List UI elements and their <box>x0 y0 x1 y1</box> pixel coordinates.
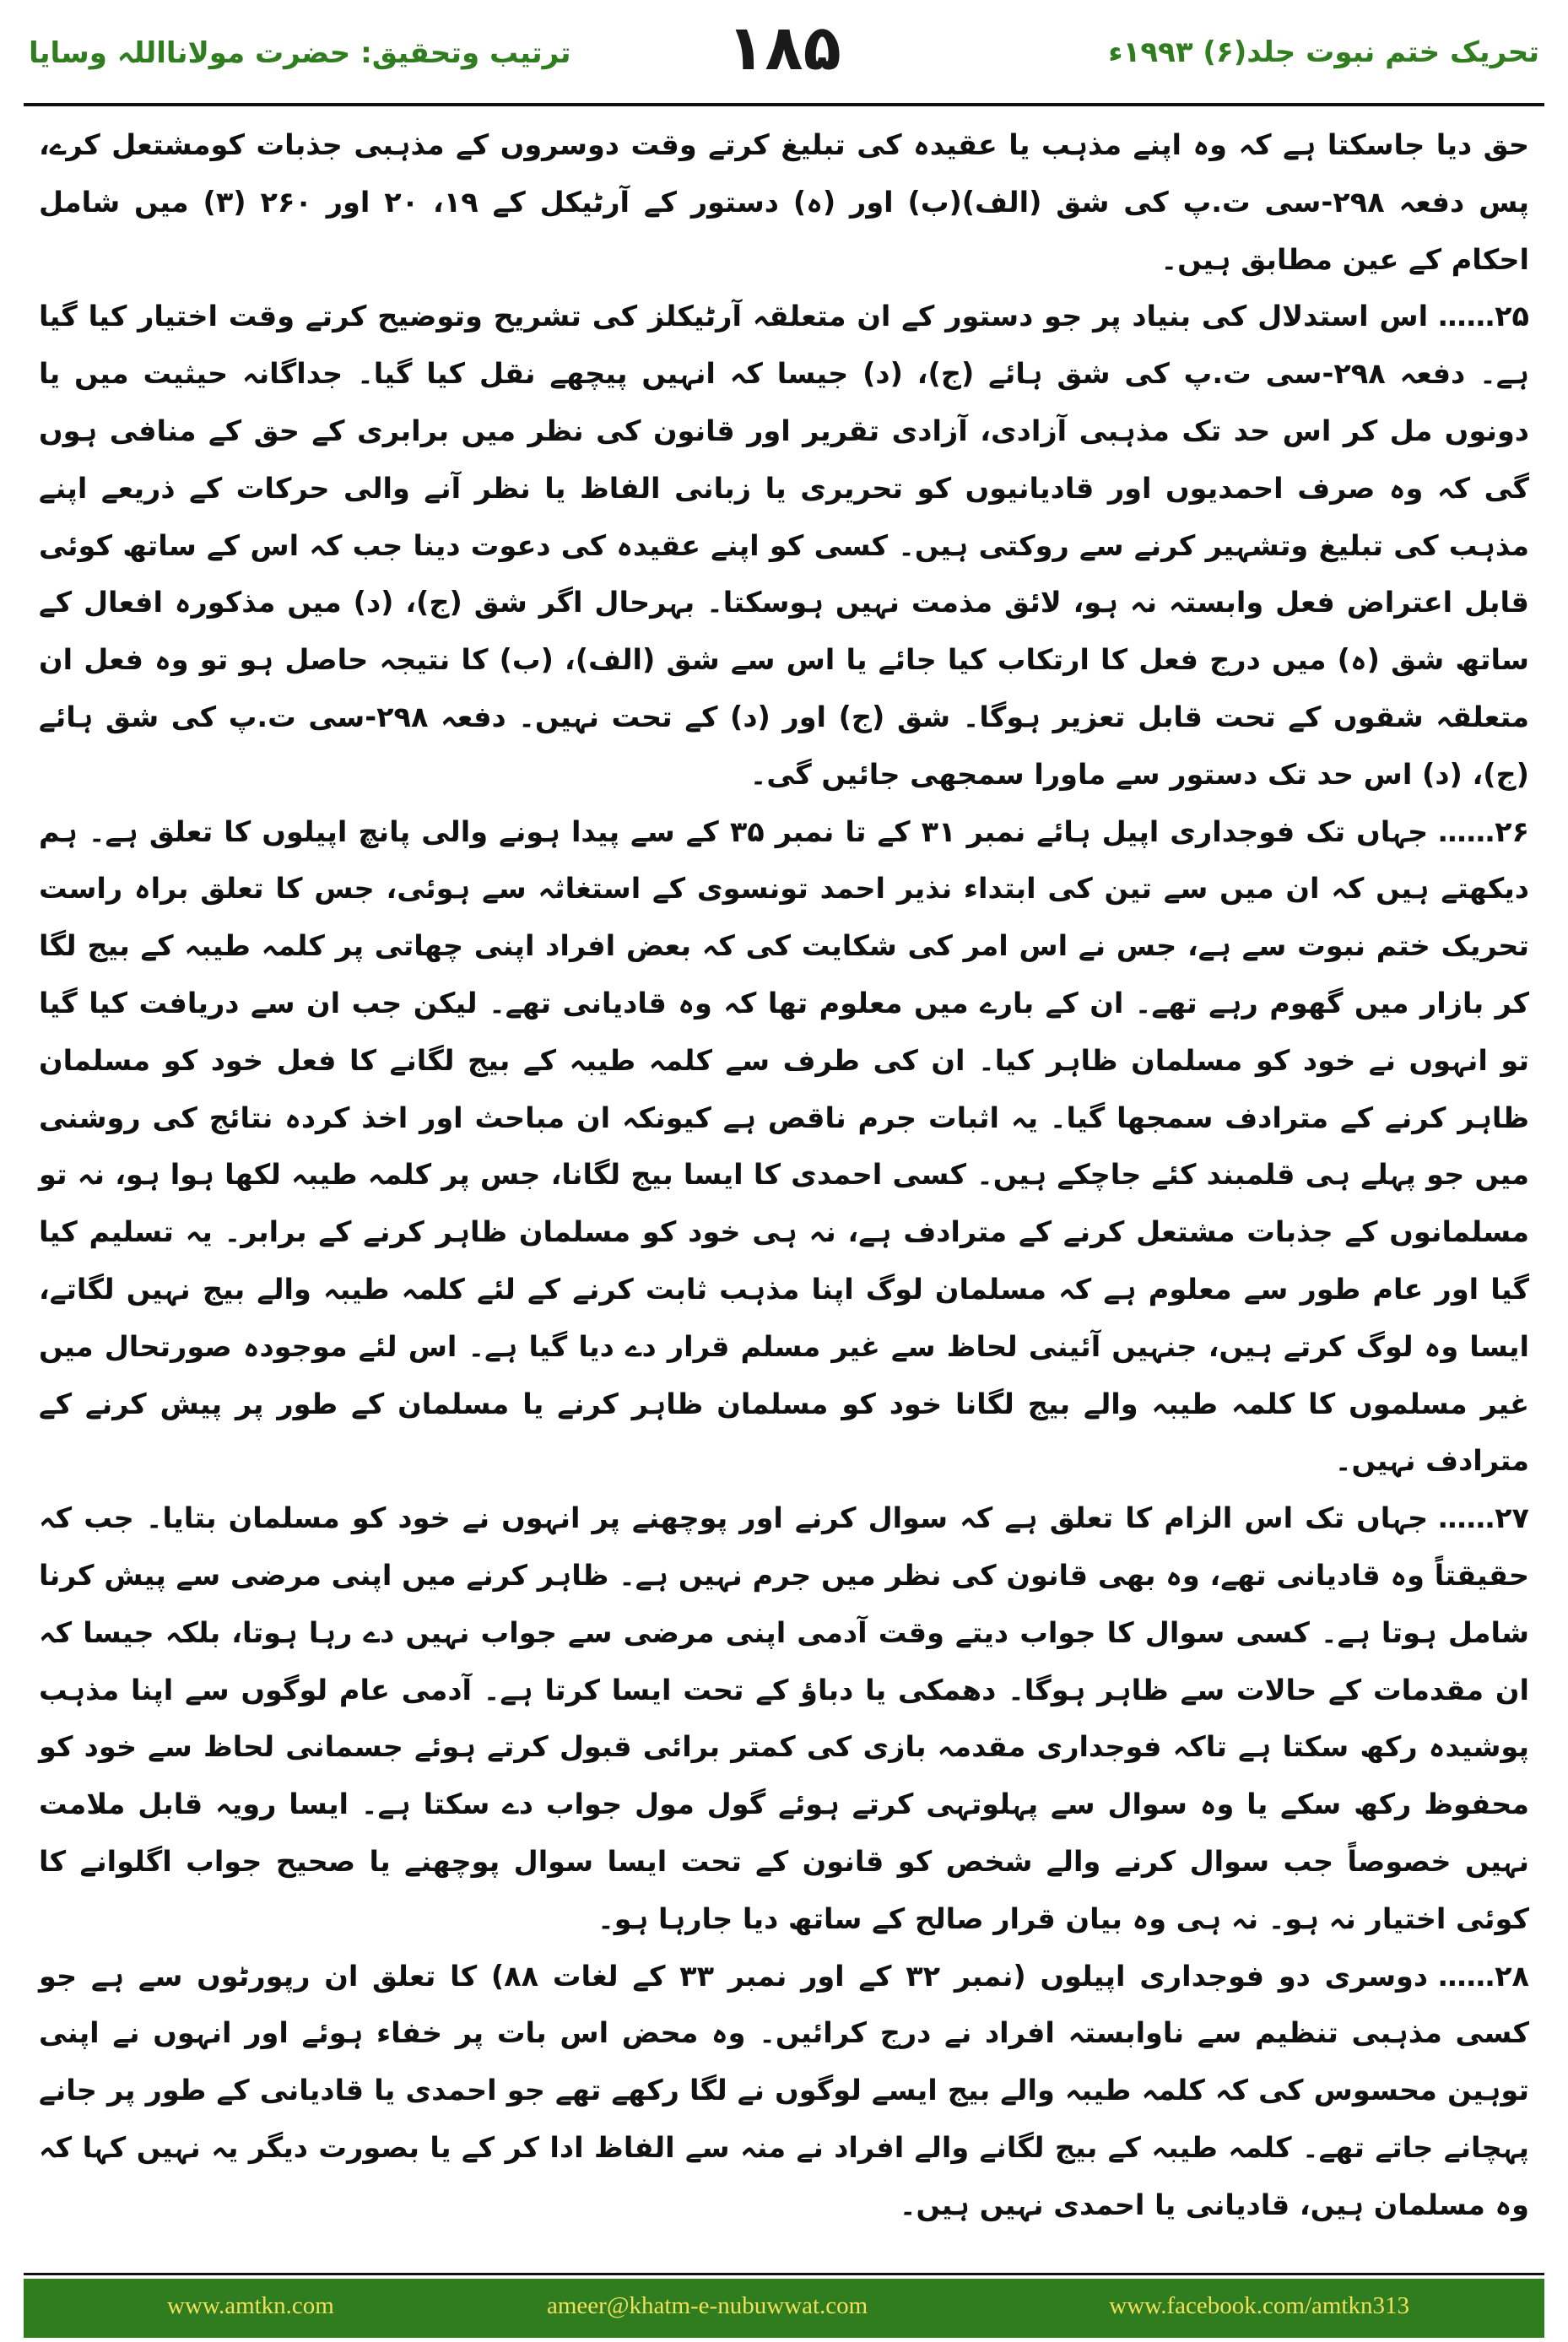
paragraph-number: ۲۵…… <box>1438 300 1529 333</box>
paragraph-continuation <box>39 116 1529 288</box>
email-link[interactable]: ameer@khatm-e-nubuwwat.com <box>547 2292 868 2319</box>
paragraph-number: ۲۷…… <box>1438 1501 1529 1535</box>
page-number: ۱۸۵ <box>727 12 841 84</box>
compiler-credit: ترتیب وتحقیق: حضرت مولانااللہ وسایا <box>29 36 571 70</box>
document-body <box>39 116 1529 2233</box>
paragraph-27 <box>39 1490 1529 1947</box>
header-divider <box>24 103 1544 106</box>
page-footer <box>24 2279 1544 2338</box>
paragraph-text: حق دیا جاسکتا ہے کہ وہ اپنے مذہب یا عقیدہ کی تبلیغ کرتے وقت دوسروں کے مذہبی جذبات کومشتعل کرے، پس دفعہ ۲۹۸-سی ت.پ کی شق (الف)(ب) اور (ہ) دستور کے آرٹیکل کے ۱۹، ۲۰ اور ۲۶۰ (۳) میں شامل احکام کے عین مطابق ہیں۔ <box>39 128 1530 276</box>
paragraph-number: ۲۶…… <box>1438 814 1529 848</box>
paragraph-28 <box>39 1948 1529 2234</box>
paragraph-text: جہاں تک فوجداری اپیل ہائے نمبر ۳۱ کے تا نمبر ۳۵ کے سے پیدا ہونے والی پانچ اپیلوں کا تعلق ہے۔ ہم دیکھتے ہیں کہ ان میں سے تین کی ابتداء نذیر احمد تونسوی کے استغاثہ سے ہوئی، جس کا تعلق براہ راست تحریک ختم نبوت سے ہے، جس نے اس امر کی شکایت کی کہ بعض افراد اپنی چھاتی پر کلمہ طیبہ کے بیج لگا کر بازار میں گھوم رہے تھے۔ ان کے بارے میں معلوم تھا کہ وہ قادیانی تھے۔ لیکن جب ان سے دریافت کیا گیا تو انہوں نے خود کو مسلمان ظاہر کیا۔ ان کی طرف سے کلمہ طیبہ کے بیج لگانے کا فعل خود کو مسلمان ظاہر کرنے کے مترادف سمجھا گیا۔ یہ اثبات جرم ناقص ہے کیونکہ ان مباحث اور اخذ کردہ نتائج کی روشنی میں جو پہلے ہی قلمبند کئے جاچکے ہیں۔ کسی احمدی کا ایسا بیج لگانا، جس پر کلمہ طیبہ لکھا ہوا ہو، نہ تو مسلمانوں کے جذبات مشتعل کرنے کے مترادف ہے، نہ ہی خود کو مسلمان ظاہر کرنے کے برابر۔ یہ تسلیم کیا گیا اور عام طور سے معلوم ہے کہ مسلمان لوگ اپنا مذہب ثابت کرنے کے لئے کلمہ طیبہ والے بیج نہیں لگاتے، ایسا وہ لوگ کرتے ہیں، جنہیں آئینی لحاظ سے غیر مسلم قرار دے دیا گیا ہے۔ اس لئے موجودہ صورتحال میں غیر مسلموں کا کلمہ طیبہ والے بیج لگانا خود کو مسلمان ظاہر کرنے یا مسلمان کے طور پر پیش کرنے کے مترادف نہیں۔ <box>39 814 1529 1478</box>
paragraph-text: دوسری دو فوجداری اپیلوں (نمبر ۳۲ کے اور نمبر ۳۳ کے لغات ۸۸) کا تعلق ان رپورٹوں سے ہے جو کسی مذہبی تنظیم سے ناوابستہ افراد نے درج کرائیں۔ وہ محض اس بات پر خفاء ہوئے اور انہوں نے اپنی توہین محسوس کی کہ کلمہ طیبہ والے بیج ایسے لوگوں نے لگا رکھے تھے جو احمدی یا قادیانی کے طور پر جانے پہچانے جاتے تھے۔ کلمہ طیبہ کے بیج لگانے والے افراد نے منہ سے الفاظ ادا کر کے یا بصورت دیگر یہ نہیں کہا کہ وہ مسلمان ہیں، قادیانی یا احمدی نہیں ہیں۔ <box>39 1959 1529 2221</box>
footer-divider <box>24 2273 1544 2275</box>
paragraph-text: جہاں تک اس الزام کا تعلق ہے کہ سوال کرنے اور پوچھنے پر انہوں نے خود کو مسلمان بتایا۔ جب کہ حقیقتاً وہ قادیانی تھے، وہ بھی قانون کی نظر میں جرم نہیں ہے۔ ظاہر کرنے میں اپنی مرضی سے پیش کرنا شامل ہوتا ہے۔ کسی سوال کا جواب دیتے وقت آدمی اپنی مرضی سے جواب نہیں دے رہا ہوتا، بلکہ جیسا کہ ان مقدمات کے حالات سے ظاہر ہوگا۔ دھمکی یا دباؤ کے تحت ایسا کرتا ہے۔ آدمی عام لوگوں سے اپنا مذہب پوشیدہ رکھ سکتا ہے تاکہ فوجداری مقدمہ بازی کی کمتر برائی قبول کرتے ہوئے جسمانی لحاظ سے خود کو محفوظ رکھ سکے یا وہ سوال سے پہلوتہی کرتے ہوئے گول مول جواب دے سکتا ہے۔ ایسا رویہ قابل ملامت نہیں خصوصاً جب سوال کرنے والے شخص کو قانون کے تحت ایسا سوال پوچھنے یا صحیح جواب اگلوانے کا کوئی اختیار نہ ہو۔ نہ ہی وہ بیان قرار صالح کے ساتھ دیا جارہا ہو۔ <box>39 1501 1529 1935</box>
facebook-link[interactable]: www.facebook.com/amtkn313 <box>1109 2292 1409 2319</box>
page-header <box>24 0 1544 101</box>
website-link[interactable]: www.amtkn.com <box>167 2292 334 2319</box>
paragraph-number: ۲۸…… <box>1438 1959 1529 1993</box>
paragraph-text: اس استدلال کی بنیاد پر جو دستور کے ان متعلقہ آرٹیکلز کی تشریح وتوضیح کرتے وقت اختیار کیا گیا ہے۔ دفعہ ۲۹۸-سی ت.پ کی شق ہائے (ج)، (د) جیسا کہ انہیں پیچھے نقل کیا گیا۔ جداگانہ حیثیت میں یا دونوں مل کر اس حد تک مذہبی آزادی، آزادی تقریر اور قانون کی نظر میں برابری کے حق کے منافی ہوں گی کہ وہ صرف احمدیوں اور قادیانیوں کو تحریری یا زبانی الفاظ یا نظر آنے والی حرکات کے ذریعے اپنے مذہب کی تبلیغ وتشہیر کرنے سے روکتی ہیں۔ کسی کو اپنے عقیدہ کی دعوت دینا جب کہ اس کے ساتھ کوئی قابل اعتراض فعل وابستہ نہ ہو، لائق مذمت نہیں ہوسکتا۔ بہرحال اگر شق (ج)، (د) میں مذکورہ افعال کے ساتھ شق (ہ) میں درج فعل کا ارتکاب کیا جائے یا اس سے شق (الف)، (ب) کا نتیجہ حاصل ہو تو وہ فعل ان متعلقہ شقوں کے تحت قابل تعزیر ہوگا۔ شق (ج) اور (د) کے تحت نہیں۔ دفعہ ۲۹۸-سی ت.پ کی شق ہائے (ج)، (د) اس حد تک دستور سے ماورا سمجھی جائیں گی۔ <box>39 300 1529 791</box>
paragraph-26 <box>39 803 1529 1490</box>
paragraph-25 <box>39 288 1529 803</box>
book-title: تحریک ختم نبوت جلد(۶) ۱۹۹۳ء <box>1108 35 1539 69</box>
